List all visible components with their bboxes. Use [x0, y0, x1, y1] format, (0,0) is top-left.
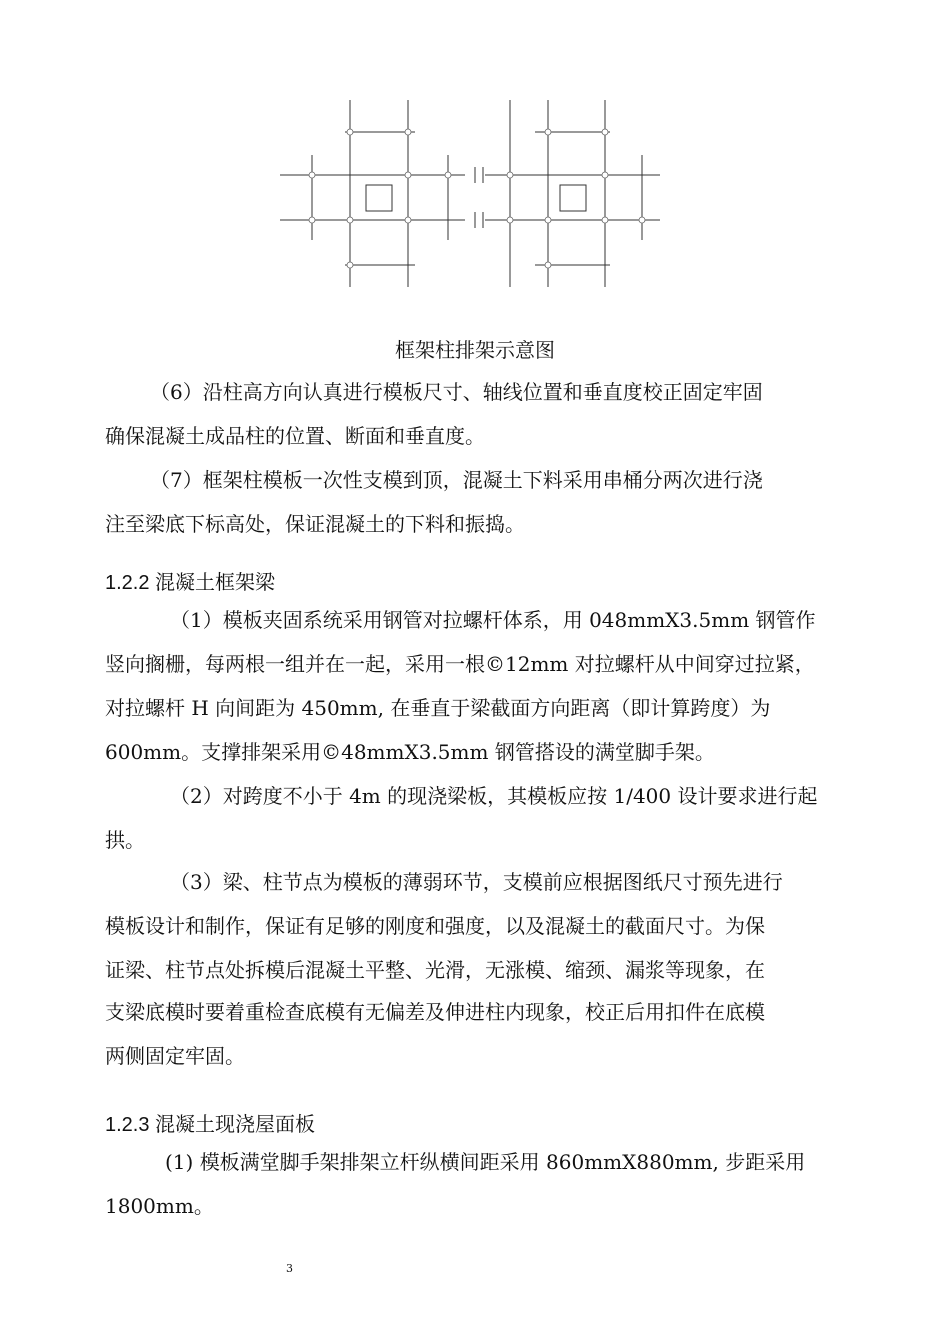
coupler — [602, 129, 608, 135]
coupler — [507, 172, 513, 178]
paragraph-line: 模板设计和制作，保证有足够的刚度和强度，以及混凝土的截面尺寸。为保 — [105, 914, 765, 938]
coupler — [347, 217, 353, 223]
coupler — [309, 217, 315, 223]
coupler — [405, 129, 411, 135]
coupler — [602, 172, 608, 178]
paragraph-line: （2）对跨度不小于 4m 的现浇梁板，其模板应按 1/400 设计要求进行起 — [170, 784, 818, 808]
paragraph-line: 拱。 — [105, 828, 145, 852]
paragraph-line: 两侧固定牢固。 — [105, 1044, 245, 1068]
page-number: 3 — [286, 1262, 293, 1275]
figure-caption: 框架柱排架示意图 — [395, 338, 555, 362]
coupler — [507, 217, 513, 223]
coupler — [347, 129, 353, 135]
coupler — [639, 217, 645, 223]
coupler — [405, 217, 411, 223]
coupler — [545, 217, 551, 223]
coupler — [347, 262, 353, 268]
column-section — [560, 185, 586, 211]
coupler — [545, 262, 551, 268]
paragraph-line: 1800mm。 — [105, 1194, 214, 1218]
column-section — [366, 185, 392, 211]
coupler — [309, 172, 315, 178]
paragraph-line: （3）梁、柱节点为模板的薄弱环节，支模前应根据图纸尺寸预先进行 — [170, 870, 783, 894]
paragraph-line: 证梁、柱节点处拆模后混凝土平整、光滑，无涨模、缩颈、漏浆等现象，在 — [105, 958, 765, 982]
paragraph-line: （1）模板夹固系统采用钢管对拉螺杆体系，用 048mmX3.5mm 钢管作 — [170, 608, 816, 632]
coupler — [445, 172, 451, 178]
paragraph-line: 对拉螺杆 H 向间距为 450mm, 在垂直于梁截面方向距离（即计算跨度）为 — [105, 696, 771, 720]
paragraph-line: (1) 模板满堂脚手架排架立杆纵横间距采用 860mmX880mm, 步距采用 — [165, 1150, 806, 1174]
section-heading: 1.2.3 混凝土现浇屋面板 — [105, 1114, 316, 1136]
coupler — [602, 217, 608, 223]
paragraph-line: 600mm。支撑排架采用©48mmX3.5mm 钢管搭设的满堂脚手架。 — [105, 740, 715, 764]
coupler — [545, 129, 551, 135]
paragraph-line: 确保混凝土成品柱的位置、断面和垂直度。 — [105, 424, 485, 448]
paragraph-line: 注至梁底下标高处，保证混凝土的下料和振捣。 — [105, 512, 525, 536]
paragraph-line: （6）沿柱高方向认真进行模板尺寸、轴线位置和垂直度校正固定牢固 — [150, 380, 763, 404]
section-heading: 1.2.2 混凝土框架梁 — [105, 572, 276, 594]
paragraph-line: 支梁底模时要着重检查底模有无偏差及伸进柱内现象，校正后用扣件在底模 — [105, 1000, 765, 1024]
frame-column-scaffold-diagram — [270, 95, 670, 295]
paragraph-line: 竖向搁栅，每两根一组并在一起，采用一根©12mm 对拉螺杆从中间穿过拉紧， — [105, 652, 815, 676]
coupler — [405, 172, 411, 178]
paragraph-line: （7）框架柱模板一次性支模到顶，混凝土下料采用串桶分两次进行浇 — [150, 468, 763, 492]
